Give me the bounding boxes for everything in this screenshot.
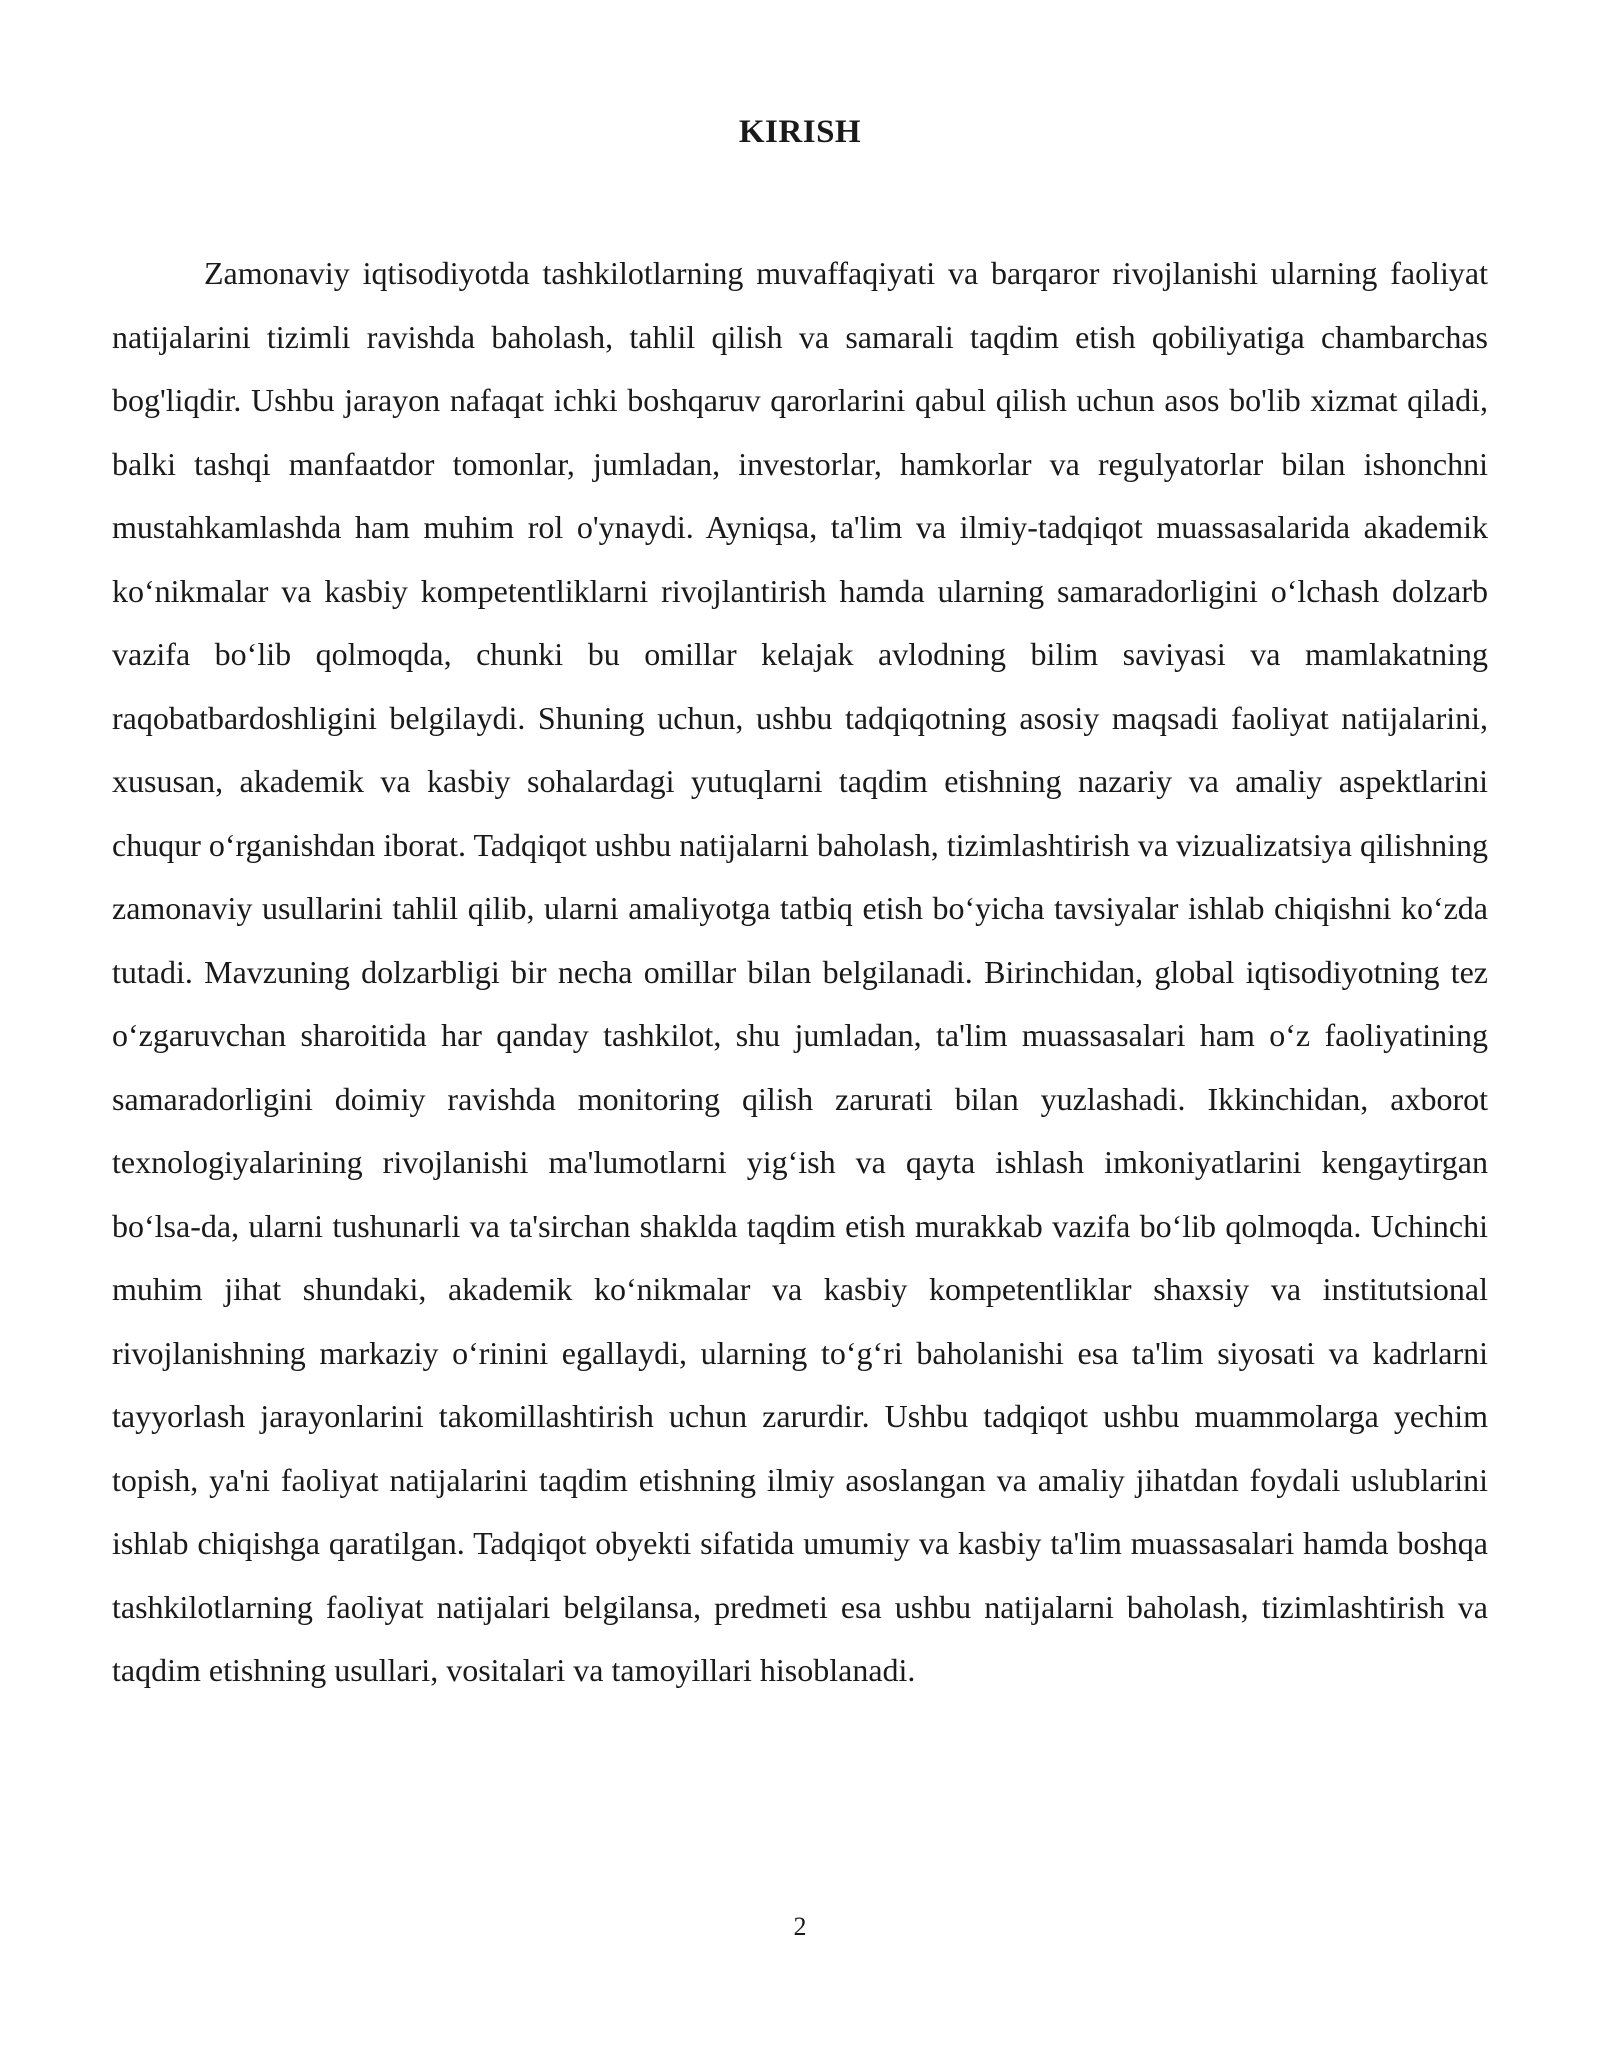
page-number: 2 — [793, 1912, 807, 1941]
section-title: KIRISH — [738, 114, 862, 150]
body-paragraph: Zamonaviy iqtisodiyotda tashkilotlarning muvaffaqiyati va barqaror rivojlanishi ularning faoliyat natijalarini tizimli ravishda baholash, tahlil qilish va samarali taqdim etish qobiliyatiga chambarchas bog'liqdir. Ushbu jarayon nafaqat ichki boshqaruv qarorlarini qabul qilish uchun asos bo'lib xizmat qiladi, balki tashqi manfaatdor tomonlar, jumladan, investorlar, hamkorlar va regulyatorlar bilan ishonchni mustahkamlashda ham muhim rol o'ynaydi. Ayniqsa, ta'lim va ilmiy-tadqiqot muassasalarida akademik ko‘nikmalar va kasbiy kompetentliklarni rivojlantirish hamda ularning samaradorligini o‘lchash dolzarb vazifa bo‘lib qolmoqda, chunki bu omillar kelajak avlodning bilim saviyasi va mamlakatning raqobatbardoshligini belgilaydi. Shuning uchun, ushbu tadqiqotning asosiy maqsadi faoliyat natijalarini, xususan, akademik va kasbiy sohalardagi yutuqlarni taqdim etishning nazariy va amaliy aspektlarini chuqur o‘rganishdan iborat. Tadqiqot ushbu natijalarni baholash, tizimlashtirish va vizualizatsiya qilishning zamonaviy usullarini tahlil qilib, ularni amaliyotga tatbiq etish bo‘yicha tavsiyalar ishlab chiqishni ko‘zda tutadi. Mavzuning dolzarbligi bir necha omillar bilan belgilanadi. Birinchidan, global iqtisodiyotning tez o‘zgaruvchan sharoitida har qanday tashkilot, shu jumladan, ta'lim muassasalari ham o‘z faoliyatining samaradorligini doimiy ravishda monitoring qilish zarurati bilan yuzlashadi. Ikkinchidan, axborot texnologiyalarining rivojlanishi ma'lumotlarni yig‘ish va qayta ishlash imkoniyatlarini kengaytirgan bo‘lsa-da, ularni tushunarli va ta'sirchan shaklda taqdim etish murakkab vazifa bo‘lib qolmoqda. Uchinchi muhim jihat shundaki, akademik ko‘nikmalar va kasbiy kompetentliklar shaxsiy va institutsional rivojlanishning markaziy o‘rinini egallaydi, ularning to‘g‘ri baholanishi esa ta'lim siyosati va kadrlarni tayyorlash jarayonlarini takomillashtirish uchun zarurdir. Ushbu tadqiqot ushbu muammolarga yechim topish, ya'ni faoliyat natijalarini taqdim etishning ilmiy asoslangan va amaliy jihatdan foydali uslublarini ishlab chiqishga qaratilgan. Tadqiqot obyekti sifatida umumiy va kasbiy ta'lim muassasalari hamda boshqa tashkilotlarning faoliyat natijalari belgilansa, predmeti esa ushbu natijalarni baholash, tizimlashtirish va taqdim etishning usullari, vositalari va tamoyillari hisoblanadi. — [112, 255, 1488, 1688]
